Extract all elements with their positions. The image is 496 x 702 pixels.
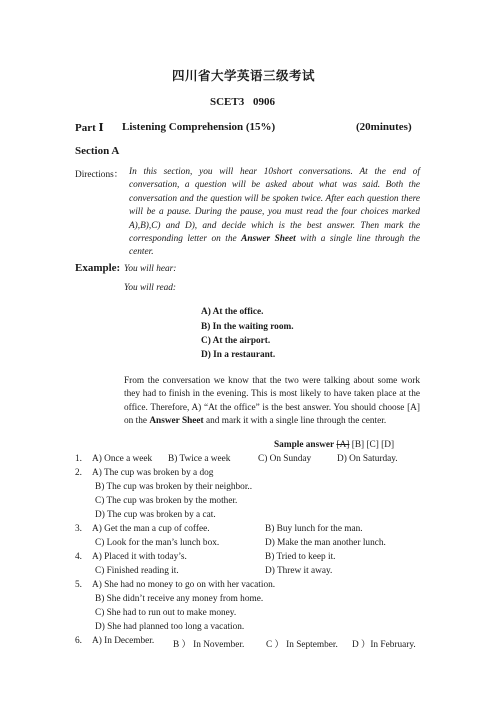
question-5-option-a: A) She had no money to go on with her vacation. [92, 580, 276, 590]
question-6-option-b: B ） In November. [173, 640, 245, 650]
directions-text-after: with a single line through the center. [129, 234, 420, 258]
question-1-option-b: B) Twice a week [168, 454, 231, 464]
example-option-a: A) At the office. [201, 307, 264, 317]
question-1-option-d: D) On Saturday. [337, 454, 398, 464]
directions-label: Directions： [75, 170, 124, 180]
document-title: 四川省大学英语三级考试 [172, 68, 316, 83]
explanation-before: From the conversation we know that the two were talking about some work they had to finish in the evening. This is most likely to have taken place at the office. Therefore, A) “At the office” is the best answer. You should choose [A] on the [124, 376, 420, 427]
question-4-option-d: D) Threw it away. [265, 566, 333, 576]
sample-answer-struck: [A] [336, 440, 350, 450]
question-6-option-d: D ）In February. [352, 640, 416, 650]
question-4-number: 4. [75, 552, 82, 562]
question-3-option-b: B) Buy lunch for the man. [265, 524, 363, 534]
question-5-number: 5. [75, 580, 82, 590]
question-2-option-c: C) The cup was broken by the mother. [95, 496, 238, 506]
sample-answer-rest: [B] [C] [D] [349, 440, 395, 450]
question-6-number: 6. [75, 636, 82, 646]
question-6-option-c: C ） In September. [266, 640, 338, 650]
you-will-read: You will read: [124, 283, 177, 293]
question-2-option-a: A) The cup was broken by a dog [92, 468, 214, 478]
question-2-option-b: B) The cup was broken by their neighbor.. [95, 482, 253, 492]
explanation-after: and mark it with a single line through the center. [203, 416, 387, 427]
part-label: Part Ⅰ [75, 122, 104, 134]
question-3-option-a: A) Get the man a cup of coffee. [92, 524, 210, 534]
directions-text [129, 166, 420, 260]
question-1-number: 1. [75, 454, 82, 464]
question-1-option-c: C) On Sunday [258, 454, 312, 464]
question-3-number: 3. [75, 524, 82, 534]
example-option-c: C) At the airport. [201, 336, 271, 346]
question-5-option-c: C) She had to run out to make money. [95, 608, 237, 618]
example-explanation [124, 375, 420, 429]
question-5-option-d: D) She had planned too long a vacation. [95, 622, 245, 632]
example-option-b: B) In the waiting room. [201, 322, 294, 332]
section-heading: Section A [75, 145, 120, 157]
question-3-option-c: C) Look for the man’s lunch box. [95, 538, 220, 548]
example-option-d: D) In a restaurant. [201, 350, 276, 360]
example-label: Example: [75, 262, 121, 274]
explanation-answer-sheet: Answer Sheet [149, 416, 204, 427]
question-4-option-a: A) Placed it with today’s. [92, 552, 187, 562]
directions-answer-sheet: Answer Sheet [241, 234, 296, 245]
question-2-option-d: D) The cup was broken by a cat. [95, 510, 216, 520]
directions-text-before: In this section, you will hear 10short conversations. At the end of conversation, a question will be asked about what was said. Both the conversation and the question will be spoken twice. After each question there will be a pause. During the pause, you must read the four choices marked A),B),C) and D), and decide which is the best answer. Then mark the corresponding letter on the [129, 167, 420, 245]
question-4-option-c: C) Finished reading it. [95, 566, 179, 576]
question-5-option-b: B) She didn’t receive any money from home. [95, 594, 264, 604]
question-1-option-a: A) Once a week [92, 454, 153, 464]
exam-code: SCET3 0906 [210, 96, 275, 108]
part-time: (20minutes) [356, 121, 412, 133]
sample-answer [274, 440, 394, 450]
question-2-number: 2. [75, 468, 82, 478]
question-4-option-b: B) Tried to keep it. [265, 552, 336, 562]
part-name: Listening Comprehension (15%) [122, 121, 276, 133]
sample-answer-label: Sample answer [274, 440, 335, 450]
question-6-option-a: A) In December. [92, 636, 155, 646]
question-3-option-d: D) Make the man another lunch. [265, 538, 386, 548]
you-will-hear: You will hear: [124, 264, 177, 274]
